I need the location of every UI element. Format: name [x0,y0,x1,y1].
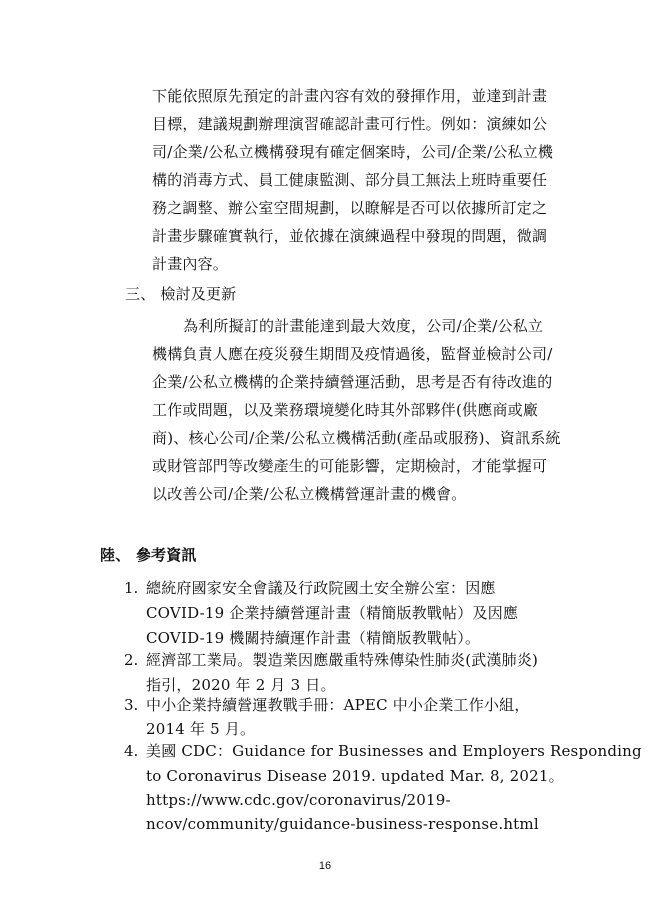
paragraph-line: 機構負責人應在疫災發生期間及疫情過後，監督並檢討公司/ [152,345,553,363]
reference-line: to Coronavirus Disease 2019. updated Mar. 8, 2021。 [146,767,564,785]
reference-number: 4. [124,742,139,760]
paragraph-line: 目標，建議規劃辦理演習確認計畫可行性。例如：演練如公 [152,115,548,133]
page-number: 16 [318,860,332,872]
reference-line: COVID-19 機關持續運作計畫（精簡版教戰帖）。 [146,629,481,647]
paragraph-line: 構的消毒方式、員工健康監測、部分員工無法上班時重要任 [152,171,548,189]
section-6-heading: 陸、 參考資訊 [100,546,197,564]
paragraph-line: 司/企業/公私立機構發現有確定個案時，公司/企業/公私立機 [152,143,554,161]
reference-link: ncov/community/guidance-business-response.html [146,815,539,833]
reference-link: https://www.cdc.gov/coronavirus/2019- [146,791,451,809]
reference-line: 中小企業持續營運教戰手冊：APEC 中小企業工作小組， [146,696,530,714]
paragraph-line: 務之調整、辦公室空間規劃，以瞭解是否可以依據所訂定之 [152,199,548,217]
reference-number: 2. [124,651,139,669]
paragraph-line: 計畫內容。 [152,255,229,273]
paragraph-line: 或財管部門等改變產生的可能影響，定期檢討，才能掌握可 [152,457,548,475]
reference-line: 2014 年 5 月。 [146,720,256,738]
reference-line: COVID-19 企業持續營運計畫（精簡版教戰帖）及因應 [146,604,519,622]
paragraph-line: 企業/公私立機構的企業持續營運活動，思考是否有待改進的 [152,373,553,391]
reference-line: 經濟部工業局。製造業因應嚴重特殊傳染性肺炎(武漢肺炎) [146,651,539,669]
section-3-heading: 三、 檢討及更新 [125,285,237,303]
paragraph-line: 工作或問題，以及業務環境變化時其外部夥伴(供應商或廠 [152,401,539,419]
paragraph-line: 計畫步驟確實執行，並依據在演練過程中發現的問題，微調 [152,227,548,245]
paragraph-line: 為利所擬訂的計畫能達到最大效度，公司/企業/公私立 [183,317,544,335]
paragraph-line: 下能依照原先預定的計畫內容有效的發揮作用，並達到計畫 [152,87,548,105]
reference-number: 1. [124,579,139,597]
paragraph-line: 商)、核心公司/企業/公私立機構活動(產品或服務)、資訊系統 [152,429,561,447]
reference-number: 3. [124,696,139,714]
paragraph-line: 以改善公司/企業/公私立機構營運計畫的機會。 [152,485,467,503]
reference-line: 指引，2020 年 2 月 3 日。 [146,676,336,694]
reference-line: 美國 CDC：Guidance for Businesses and Employers Responding [146,742,642,760]
reference-line: 總統府國家安全會議及行政院國土安全辦公室：因應 [146,579,496,597]
